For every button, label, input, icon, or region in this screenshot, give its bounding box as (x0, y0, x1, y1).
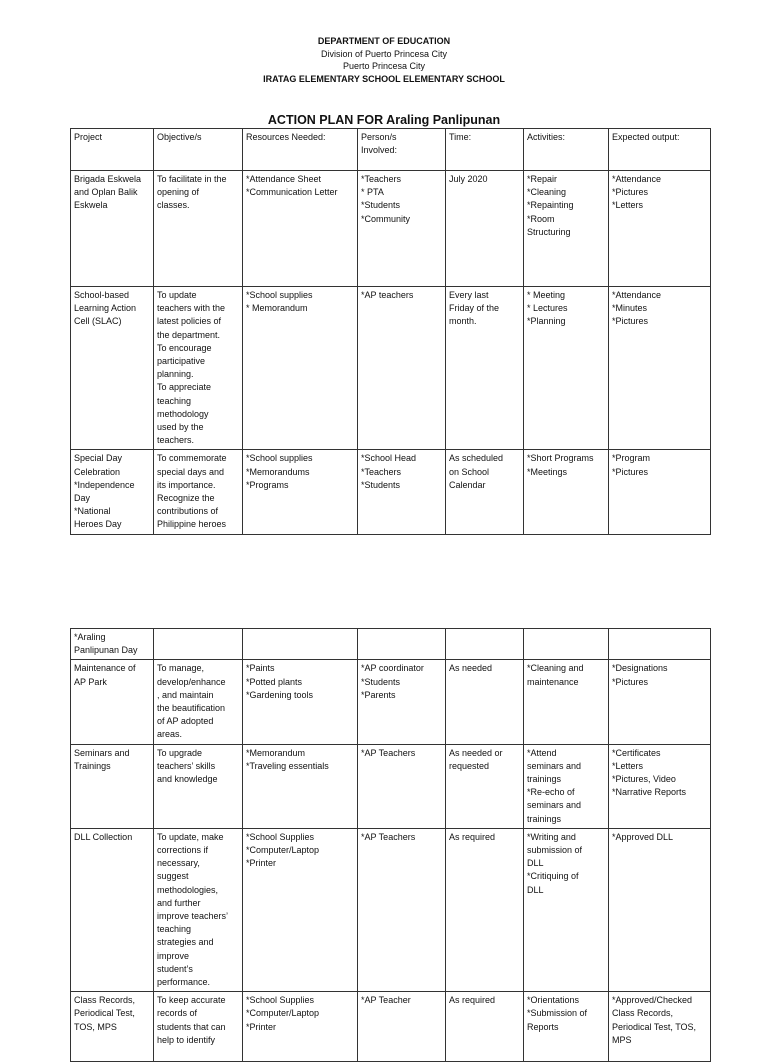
table-cell: *Designations *Pictures (609, 660, 711, 744)
header-cell: Objective/s (154, 129, 243, 171)
table-cell: Seminars and Trainings (71, 744, 154, 828)
table-cell: *Attendance *Minutes *Pictures (609, 287, 711, 450)
table-cell: Maintenance of AP Park (71, 660, 154, 744)
table-cell: *Repair *Cleaning *Repainting *Room Structuring (524, 171, 609, 287)
table-cell: *Memorandum *Traveling essentials (243, 744, 358, 828)
city-name: Puerto Princesa City (342, 61, 426, 71)
document-header (0, 35, 768, 85)
table-cell: To commemorate special days and its importance. Recognize the contributions of Philippine heroes (154, 450, 243, 534)
table-cell: Every last Friday of the month. (446, 287, 524, 450)
table-row (71, 992, 711, 1062)
table-cell: *Program *Pictures (609, 450, 711, 534)
action-plan-table-part1 (70, 128, 711, 535)
table-cell: DLL Collection (71, 828, 154, 991)
table-cell: To upgrade teachers’ skills and knowledge (154, 744, 243, 828)
table-cell (243, 629, 358, 660)
table-cell: To update teachers with the latest policies of the department. To encourage participative planning. To appreciate teaching methodology used by the teachers. (154, 287, 243, 450)
table-cell: As scheduled on School Calendar (446, 450, 524, 534)
table-cell: *Certificates *Letters *Pictures, Video *Narrative Reports (609, 744, 711, 828)
header-cell: Resources Needed: (243, 129, 358, 171)
table-cell: *Approved/Checked Class Records, Periodical Test, TOS, MPS (609, 992, 711, 1062)
table-cell: Class Records, Periodical Test, TOS, MPS (71, 992, 154, 1062)
header-cell: Expected output: (609, 129, 711, 171)
table-cell: *School Supplies *Computer/Laptop *Printer (243, 828, 358, 991)
table-cell: *Writing and submission of DLL *Critiquing of DLL (524, 828, 609, 991)
table-row (71, 450, 711, 534)
table-row (71, 171, 711, 287)
table-cell: *Approved DLL (609, 828, 711, 991)
table-row (71, 744, 711, 828)
header-cell: Activities: (524, 129, 609, 171)
school-name: IRATAG ELEMENTARY SCHOOL ELEMENTARY SCHOOL (263, 73, 505, 84)
table-cell: *Teachers * PTA *Students *Community (358, 171, 446, 287)
header-cell: Time: (446, 129, 524, 171)
table-cell: As required (446, 992, 524, 1062)
table-cell: *Cleaning and maintenance (524, 660, 609, 744)
table-cell: * Meeting * Lectures *Planning (524, 287, 609, 450)
table-cell: *Orientations *Submission of Reports (524, 992, 609, 1062)
table-cell: *AP Teachers (358, 828, 446, 991)
department-name: DEPARTMENT OF EDUCATION (317, 36, 451, 46)
table-row (71, 287, 711, 450)
table-cell: To keep accurate records of students that can help to identify (154, 992, 243, 1062)
table-cell: *AP Teacher (358, 992, 446, 1062)
table-cell (154, 629, 243, 660)
table-row (71, 660, 711, 744)
header-cell: Person/s Involved: (358, 129, 446, 171)
action-plan-table-part2 (70, 628, 711, 1062)
table-cell: *AP Teachers (358, 744, 446, 828)
table-cell (609, 629, 711, 660)
table-cell: Brigada Eskwela and Oplan Balik Eskwela (71, 171, 154, 287)
table-cell: To manage, develop/enhance , and maintain the beautification of AP adopted areas. (154, 660, 243, 744)
table-cell: *Attend seminars and trainings *Re-echo of seminars and trainings (524, 744, 609, 828)
table-cell: *School supplies * Memorandum (243, 287, 358, 450)
header-cell: Project (71, 129, 154, 171)
table-cell: *Paints *Potted plants *Gardening tools (243, 660, 358, 744)
table-cell: *School Supplies *Computer/Laptop *Printer (243, 992, 358, 1062)
table-cell: School-based Learning Action Cell (SLAC) (71, 287, 154, 450)
table-cell: As needed (446, 660, 524, 744)
division-name: Division of Puerto Princesa City (320, 48, 448, 59)
table-cell: *School supplies *Memorandums *Programs (243, 450, 358, 534)
table-cell: *Attendance *Pictures *Letters (609, 171, 711, 287)
document-title: ACTION PLAN FOR Araling Panlipunan (267, 113, 501, 127)
table-cell: *School Head *Teachers *Students (358, 450, 446, 534)
table-cell: *AP teachers (358, 287, 446, 450)
table-cell: As required (446, 828, 524, 991)
table-cell: To facilitate in the opening of classes. (154, 171, 243, 287)
table-cell: As needed or requested (446, 744, 524, 828)
table-cell (446, 629, 524, 660)
table-cell: *Araling Panlipunan Day (71, 629, 154, 660)
table-cell: July 2020 (446, 171, 524, 287)
table-cell: To update, make corrections if necessary, suggest methodologies, and further improve teachers’ teaching strategies and improve student’s performance. (154, 828, 243, 991)
table-header-row (71, 129, 711, 171)
table-cell: *AP coordinator *Students *Parents (358, 660, 446, 744)
table-cell: *Short Programs *Meetings (524, 450, 609, 534)
table-cell: *Attendance Sheet *Communication Letter (243, 171, 358, 287)
table-cell (524, 629, 609, 660)
table-cell: Special Day Celebration *Independence Day *National Heroes Day (71, 450, 154, 534)
table-row (71, 629, 711, 660)
table-cell (358, 629, 446, 660)
table-row (71, 828, 711, 991)
